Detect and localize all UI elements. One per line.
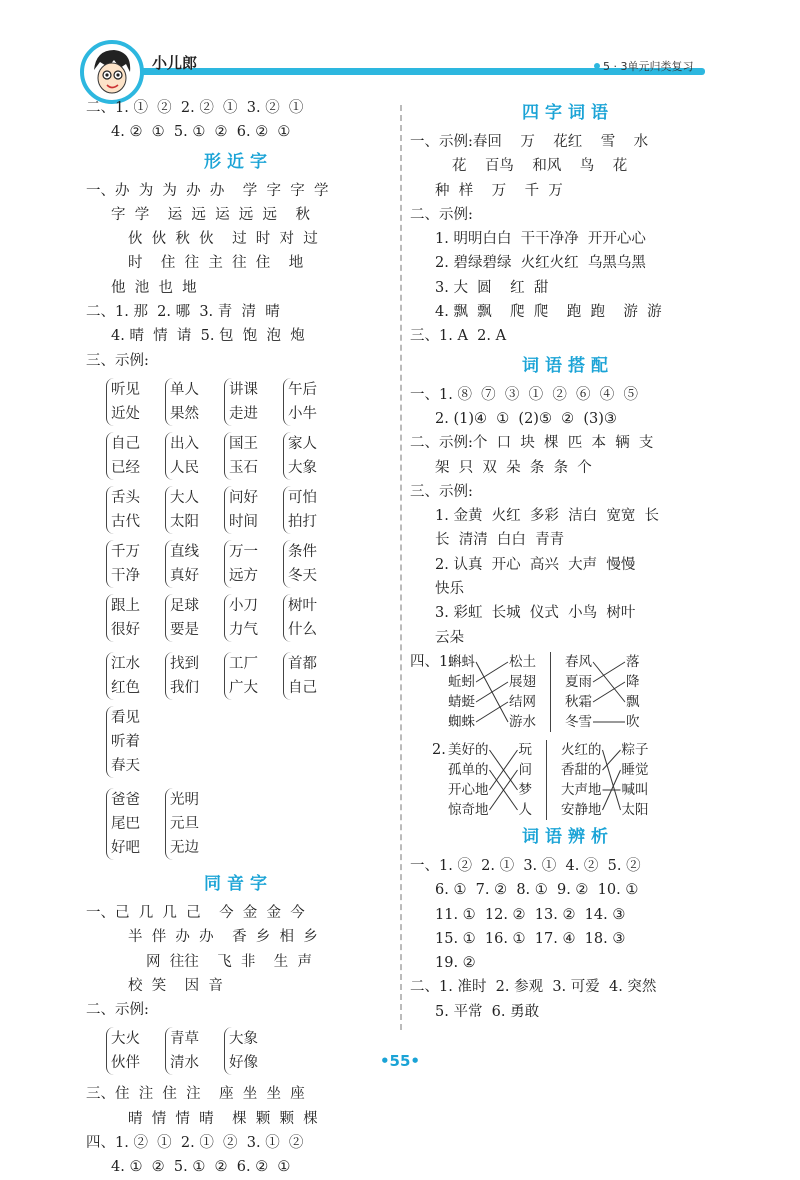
- match-separator: [546, 740, 547, 820]
- word-group: [165, 652, 214, 700]
- answer-line: 一、示例:春回 万 花红 雪 水: [410, 134, 649, 150]
- match-word: 降: [626, 673, 640, 690]
- answer-line: 4. 飘 飘 爬 爬 跑 跑 游 游: [435, 304, 662, 321]
- word: 清水: [170, 1055, 199, 1072]
- answer-line: 长 清清 白白 青青: [435, 532, 565, 549]
- series-title: [594, 58, 694, 74]
- answer-line: 晴 情 情 晴 棵 颗 颗 棵: [128, 1110, 318, 1127]
- match-separator: [550, 652, 551, 732]
- match-word: 游水: [509, 713, 536, 730]
- word-group: [283, 652, 332, 700]
- match-word: 开心地: [448, 781, 489, 798]
- word: 真好: [170, 567, 199, 584]
- word-group: [106, 652, 155, 700]
- word-group: [165, 594, 214, 642]
- match-word: 结网: [509, 693, 536, 710]
- match-word: 问: [518, 761, 532, 778]
- word-group: [224, 540, 273, 588]
- word: 走进: [229, 405, 258, 422]
- answer-line: 一、1. ② 2. ① 3. ① 4. ② 5. ②: [410, 857, 641, 874]
- word-pair-grid: [86, 785, 391, 863]
- word: 舌头: [111, 489, 140, 506]
- word: 伙伴: [111, 1055, 140, 1072]
- word: 远方: [229, 567, 258, 584]
- word: 单人: [170, 381, 199, 398]
- word-group: [224, 594, 273, 642]
- word-group: [165, 788, 214, 860]
- word: 大火: [111, 1031, 140, 1048]
- word: 小牛: [288, 405, 317, 422]
- match-word: 展翅: [509, 673, 536, 690]
- answer-line: 2. 认真 开心 高兴 大声 慢慢: [435, 556, 636, 573]
- answer-line: 4. ② ① 5. ① ② 6. ② ①: [111, 124, 291, 141]
- word: 条件: [288, 543, 317, 560]
- word-group: [106, 486, 155, 534]
- answer-line: 三、示例:: [410, 483, 473, 500]
- word: 春天: [111, 757, 140, 774]
- word: 很好: [111, 621, 140, 638]
- word-group: [106, 432, 155, 480]
- word: 自己: [111, 435, 140, 452]
- column-divider: [400, 105, 402, 1030]
- word: 无边: [170, 839, 199, 856]
- word-group: [224, 486, 273, 534]
- word: 大人: [170, 489, 199, 506]
- match-word: 松土: [509, 653, 536, 670]
- brand-name: 小儿郎: [152, 54, 198, 72]
- answer-line: 1. 明明白白 干干净净 开开心心: [435, 231, 646, 248]
- word: 国王: [229, 435, 258, 452]
- word: 可怕: [288, 489, 317, 506]
- match-word: 冬雪: [565, 713, 592, 730]
- match-word: 夏雨: [565, 673, 592, 690]
- answer-line: 一、己 几 几 己 今 金 金 今: [86, 904, 305, 921]
- word-pair-grid: [86, 649, 391, 781]
- word: 大象: [229, 1031, 258, 1048]
- matching-group: [448, 740, 649, 820]
- match-word: 孤单的: [448, 761, 489, 778]
- answer-line: 二、示例:: [86, 1002, 149, 1019]
- section-title-similar-chars: 形近字: [204, 151, 273, 172]
- match-word: 喊叫: [621, 781, 649, 798]
- section-title-four-char-words: 四字词语: [522, 103, 614, 123]
- page-header: [0, 0, 800, 100]
- word: 力气: [229, 621, 258, 638]
- word-group: [165, 378, 214, 426]
- match-word: 蜻蜓: [448, 693, 475, 710]
- answer-line: 一、办 为 为 办 办 学 字 字 学: [86, 182, 329, 199]
- answer-line: 6. ① 7. ② 8. ① 9. ② 10. ①: [435, 882, 639, 899]
- word-group: [283, 594, 332, 642]
- word: 小刀: [229, 597, 258, 614]
- match-column: [622, 740, 649, 820]
- word: 万一: [229, 543, 258, 560]
- section-title-word-collocation: 词语搭配: [522, 355, 614, 376]
- matching-exercise-1: [410, 652, 726, 732]
- answer-line: 伙 伙 秋 伙 过 时 对 过: [128, 231, 318, 248]
- match-word: 火红的: [561, 741, 602, 758]
- bullet-dot-icon: [594, 63, 600, 69]
- word-group: [224, 432, 273, 480]
- word: 近处: [111, 405, 140, 422]
- word: 足球: [170, 597, 199, 614]
- word: 好像: [229, 1055, 258, 1072]
- answer-line: 四、1. ② ① 2. ① ② 3. ① ②: [86, 1135, 304, 1152]
- word: 干净: [111, 567, 140, 584]
- word: 尾巴: [111, 815, 140, 832]
- answer-line: 二、1. 准时 2. 参观 3. 可爱 4. 突然: [410, 979, 657, 996]
- word-group: [165, 432, 214, 480]
- answer-line: 4. 晴 情 请 5. 包 饱 泡 炮: [111, 328, 305, 345]
- answer-line: 二、1. 那 2. 哪 3. 青 清 晴: [86, 304, 280, 321]
- word-group: [106, 594, 155, 642]
- word: 讲课: [229, 381, 258, 398]
- answer-line: 架 只 双 朵 条 条 个: [435, 459, 592, 476]
- match-word: 蜘蛛: [448, 713, 475, 730]
- question-label: 四、1.: [410, 653, 453, 670]
- answer-line: 种 样 万 千 万: [435, 182, 563, 199]
- word: 时间: [229, 513, 258, 530]
- match-column: [626, 652, 640, 732]
- match-word: 人: [518, 801, 532, 818]
- answer-line: 11. ① 12. ② 13. ② 14. ③: [435, 906, 626, 923]
- question-label: 2.: [432, 741, 446, 758]
- word: 问好: [229, 489, 258, 506]
- word: 听着: [111, 733, 140, 750]
- answer-line: 15. ① 16. ① 17. ④ 18. ③: [435, 930, 626, 947]
- word: 已经: [111, 459, 140, 476]
- page-number: •55•: [379, 1052, 421, 1070]
- section-title-homophones: 同音字: [204, 873, 273, 894]
- word-group: [106, 706, 155, 778]
- word: 人民: [170, 459, 199, 476]
- answer-line: 二、示例:: [410, 206, 473, 223]
- match-word: 落: [626, 653, 640, 670]
- match-word: 惊奇地: [448, 801, 489, 818]
- answer-line: 二、1. ① ② 2. ② ① 3. ② ①: [86, 100, 304, 116]
- match-word: 吹: [626, 713, 640, 730]
- answer-line: 网 往往 飞 非 生 声: [146, 953, 313, 970]
- word-group: [165, 486, 214, 534]
- word: 我们: [170, 679, 199, 696]
- answer-line: 云朵: [435, 629, 464, 646]
- match-word: 香甜的: [561, 761, 602, 778]
- word-group: [106, 378, 155, 426]
- answer-line: 一、1. ⑧ ⑦ ③ ① ② ⑥ ④ ⑤: [410, 386, 638, 403]
- word: 拍打: [288, 513, 317, 530]
- word: 听见: [111, 381, 140, 398]
- match-word: 秋霜: [565, 693, 592, 710]
- answer-line: 2. (1)④ ① (2)⑤ ② (3)③: [435, 410, 617, 427]
- match-word: 春风: [565, 653, 592, 670]
- word: 千万: [111, 543, 140, 560]
- word: 太阳: [170, 513, 199, 530]
- answer-line: 3. 大 圆 红 甜: [435, 279, 549, 296]
- word: 红色: [111, 679, 140, 696]
- word-group: [224, 378, 273, 426]
- matching-group: [448, 652, 640, 732]
- match-word: 睡觉: [621, 761, 649, 778]
- word: 工厂: [229, 655, 258, 672]
- word: 看见: [111, 709, 140, 726]
- answer-line: 3. 彩虹 长城 仪式 小鸟 树叶: [435, 605, 636, 622]
- word-group: [283, 540, 332, 588]
- answer-line: 三、示例:: [86, 352, 149, 369]
- match-word: 美好的: [448, 741, 489, 758]
- answer-line: 1. 金黄 火红 多彩 洁白 宽宽 长: [435, 508, 660, 525]
- match-word: 飘: [626, 693, 640, 710]
- word: 冬天: [288, 567, 317, 584]
- match-word: 太阳: [621, 801, 649, 818]
- word: 果然: [170, 405, 199, 422]
- match-word: 蝌蚪: [448, 653, 475, 670]
- word: 跟上: [111, 597, 140, 614]
- word-group: [283, 486, 332, 534]
- word: 元旦: [170, 815, 199, 832]
- answer-line: 4. ① ② 5. ① ② 6. ② ①: [111, 1159, 291, 1176]
- left-column: [86, 96, 391, 1180]
- match-word: 安静地: [561, 801, 602, 818]
- word-group: [224, 652, 273, 700]
- boy-mascot-icon: [80, 40, 144, 104]
- word-group: [283, 432, 332, 480]
- word: 首都: [288, 655, 317, 672]
- match-column: [448, 652, 475, 732]
- answer-line: 字 学 运 远 运 远 远 秋: [111, 206, 310, 223]
- answer-line: 花 百鸟 和风 鸟 花: [452, 158, 628, 175]
- word: 自己: [288, 679, 317, 696]
- word: 古代: [111, 513, 140, 530]
- word-group: [106, 788, 155, 860]
- answer-line: 三、1. A 2. A: [410, 328, 507, 345]
- match-word: 蚯蚓: [448, 673, 475, 690]
- match-word: 玩: [518, 741, 532, 758]
- word: 好吧: [111, 839, 140, 856]
- word-group: [283, 378, 332, 426]
- match-word: 粽子: [621, 741, 649, 758]
- matching-exercise-2: [410, 740, 726, 820]
- match-column: [448, 740, 489, 820]
- word: 出入: [170, 435, 199, 452]
- series-title-text: 5 · 3单元归类复习: [603, 60, 694, 73]
- word: 广大: [229, 679, 258, 696]
- answer-line: 时 住 往 主 往 住 地: [128, 255, 304, 272]
- match-word: 大声地: [561, 781, 602, 798]
- word: 江水: [111, 655, 140, 672]
- word-pair-grid: [86, 375, 391, 645]
- answer-line: 快乐: [435, 581, 464, 598]
- word: 午后: [288, 381, 317, 398]
- answer-line: 他 池 也 地: [111, 279, 197, 296]
- section-title-word-discrimination: 词语辨析: [522, 826, 614, 847]
- answer-line: 5. 平常 6. 勇敢: [435, 1003, 540, 1020]
- match-column: [561, 740, 602, 820]
- word: 树叶: [288, 597, 317, 614]
- match-column: [519, 740, 533, 820]
- answer-line: 19. ②: [435, 955, 476, 972]
- word: 大象: [288, 459, 317, 476]
- word: 直线: [170, 543, 199, 560]
- word: 要是: [170, 621, 199, 638]
- word: 青草: [170, 1031, 199, 1048]
- word-group: [106, 540, 155, 588]
- answer-line: 校 笑 因 音: [128, 977, 223, 994]
- word: 找到: [170, 655, 199, 672]
- word: 玉石: [229, 459, 258, 476]
- match-column: [509, 652, 536, 732]
- word: 家人: [288, 435, 317, 452]
- word: 光明: [170, 791, 199, 808]
- word: 什么: [288, 621, 317, 638]
- answer-line: 半 伴 办 办 香 乡 相 乡: [128, 929, 318, 946]
- word-group: [165, 540, 214, 588]
- match-word: 梦: [518, 781, 532, 798]
- answer-line: 二、示例:个 口 块 棵 匹 本 辆 支: [410, 435, 654, 452]
- right-column: [410, 96, 726, 1024]
- word: 爸爸: [111, 791, 140, 808]
- match-column: [565, 652, 592, 732]
- answer-line: 三、住 注 住 注 座 坐 坐 座: [86, 1086, 305, 1103]
- answer-line: 2. 碧绿碧绿 火红火红 乌黑乌黑: [435, 255, 646, 272]
